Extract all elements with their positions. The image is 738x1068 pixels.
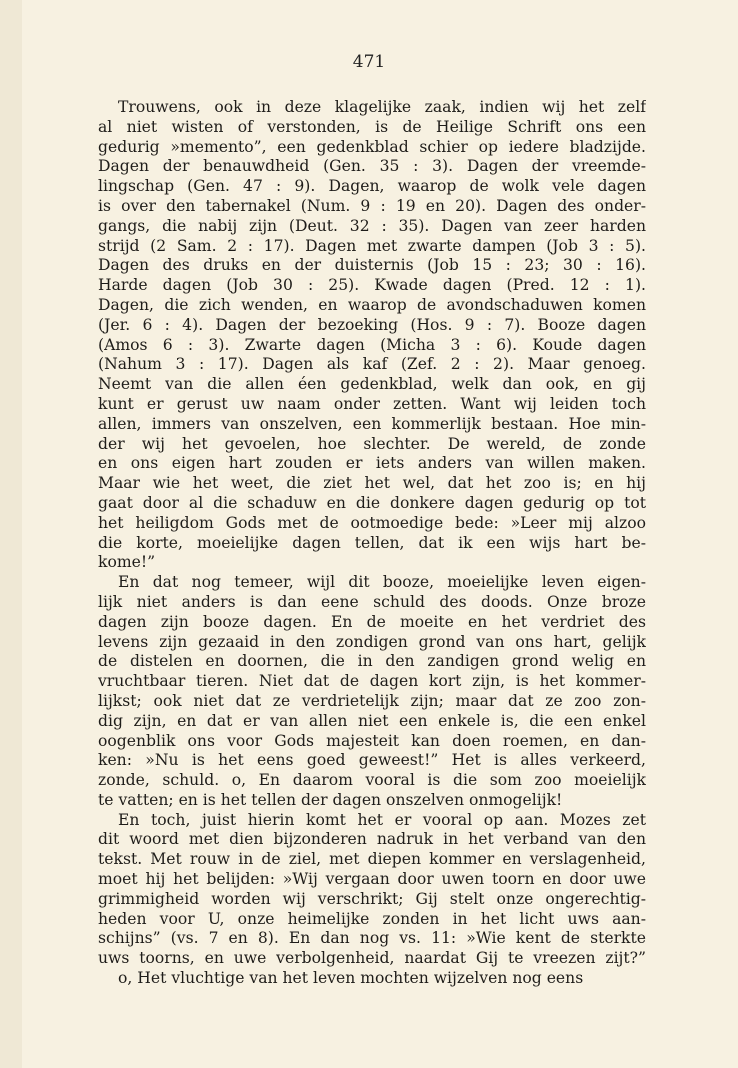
text-line: zonde, schuld. o, En daarom vooral is die som zoo moeielijk — [98, 771, 646, 790]
text-line: dagen zijn booze dagen. En de moeite en het verdriet des — [98, 612, 646, 631]
text-line: allen, immers van onszelven, een kommerlijk bestaan. Hoe min- — [98, 414, 646, 433]
text-line: En toch, juist hierin komt het er vooral op aan. Mozes zet — [118, 810, 646, 829]
page-gutter — [0, 0, 22, 1068]
text-line: te vatten; en is het tellen der dagen onszelven onmogelijk! — [98, 790, 563, 809]
text-line: strijd (2 Sam. 2 : 17). Dagen met zwarte dampen (Job 3 : 5). — [98, 236, 646, 255]
text-line: Dagen, die zich wenden, en waarop de avondschaduwen komen — [98, 295, 646, 314]
text-line: (Jer. 6 : 4). Dagen der bezoeking (Hos. 9 : 7). Booze dagen — [98, 315, 646, 334]
text-line: dit woord met dien bijzonderen nadruk in het verband van den — [98, 830, 646, 849]
text-line: heden voor U, onze heimelijke zonden in het licht uws aan- — [98, 909, 646, 928]
text-line: dig zijn, en dat er van allen niet een enkele is, die een enkel — [98, 711, 646, 730]
text-line: (Nahum 3 : 17). Dagen als kaf (Zef. 2 : 2). Maar genoeg. — [98, 355, 646, 374]
text-line: kome!” — [98, 553, 156, 572]
text-line: uws toorns, en uwe verbolgenheid, naardat Gij te vreezen zijt?” — [98, 949, 646, 968]
text-line: vruchtbaar tieren. Niet dat de dagen kort zijn, is het kommer- — [98, 672, 646, 691]
text-line: lijkst; ook niet dat ze verdrietelijk zijn; maar dat ze zoo zon- — [98, 691, 646, 710]
text-line: (Amos 6 : 3). Zwarte dagen (Micha 3 : 6). Koude dagen — [98, 335, 646, 354]
text-line: Neemt van die allen éen gedenkblad, welk dan ook, en gij — [98, 375, 646, 394]
text-line: kunt er gerust uw naam onder zetten. Want wij leiden toch — [98, 394, 646, 413]
text-line: gaat door al die schaduw en die donkere dagen gedurig op tot — [98, 493, 646, 512]
text-line: ken: »Nu is het eens goed geweest!” Het is alles verkeerd, — [98, 751, 646, 770]
text-line: Dagen der benauwdheid (Gen. 35 : 3). Dagen der vreemde- — [98, 157, 646, 176]
text-line: Maar wie het weet, die ziet het wel, dat het zoo is; en hij — [98, 474, 646, 493]
text-line: En dat nog temeer, wijl dit booze, moeielijke leven eigen- — [118, 573, 646, 592]
text-line: Harde dagen (Job 30 : 25). Kwade dagen (Pred. 12 : 1). — [98, 276, 646, 295]
text-line: oogenblik ons voor Gods majesteit kan doen roemen, en dan- — [98, 731, 646, 750]
text-line: Dagen des druks en der duisternis (Job 15 : 23; 30 : 16). — [98, 256, 646, 275]
text-line: gangs, die nabij zijn (Deut. 32 : 35). Dagen van zeer harden — [98, 216, 646, 235]
text-line: gedurig »memento”, een gedenkblad schier op iedere bladzijde. — [98, 137, 646, 156]
text-line: en ons eigen hart zouden er iets anders van willen maken. — [98, 454, 646, 473]
text-line: grimmigheid worden wij verschrikt; Gij stelt onze ongerechtig- — [98, 889, 646, 908]
text-line: al niet wisten of verstonden, is de Heilige Schrift ons een — [98, 117, 646, 136]
text-line: is over den tabernakel (Num. 9 : 19 en 20). Dagen des onder- — [98, 196, 646, 215]
text-line: Trouwens, ook in deze klagelijke zaak, indien wij het zelf — [118, 98, 646, 116]
text-line: levens zijn gezaaid in den zondigen grond van ons hart, gelijk — [98, 632, 646, 651]
text-line: tekst. Met rouw in de ziel, met diepen kommer en verslagenheid, — [98, 850, 646, 869]
text-line: der wij het gevoelen, hoe slechter. De wereld, de zonde — [98, 434, 646, 453]
text-line: moet hij het belijden: »Wij vergaan door uwen toorn en door uwe — [98, 870, 646, 889]
text-line: lingschap (Gen. 47 : 9). Dagen, waarop de wolk vele dagen — [98, 177, 646, 196]
text-line: o, Het vluchtige van het leven mochten wijzelven nog eens — [118, 969, 584, 988]
text-line: schijns” (vs. 7 en 8). En dan nog vs. 11: »Wie kent de sterkte — [98, 929, 646, 948]
text-line: de distelen en doornen, die in den zandigen grond welig en — [98, 652, 646, 671]
page-number: 471 — [352, 52, 386, 72]
text-line: die korte, moeielijke dagen tellen, dat ik een wijs hart be- — [98, 533, 646, 552]
text-line: lijk niet anders is dan eene schuld des doods. Onze broze — [98, 592, 646, 611]
text-line: het heiligdom Gods met de ootmoedige bede: »Leer mij alzoo — [98, 513, 646, 532]
body-text — [98, 98, 646, 989]
